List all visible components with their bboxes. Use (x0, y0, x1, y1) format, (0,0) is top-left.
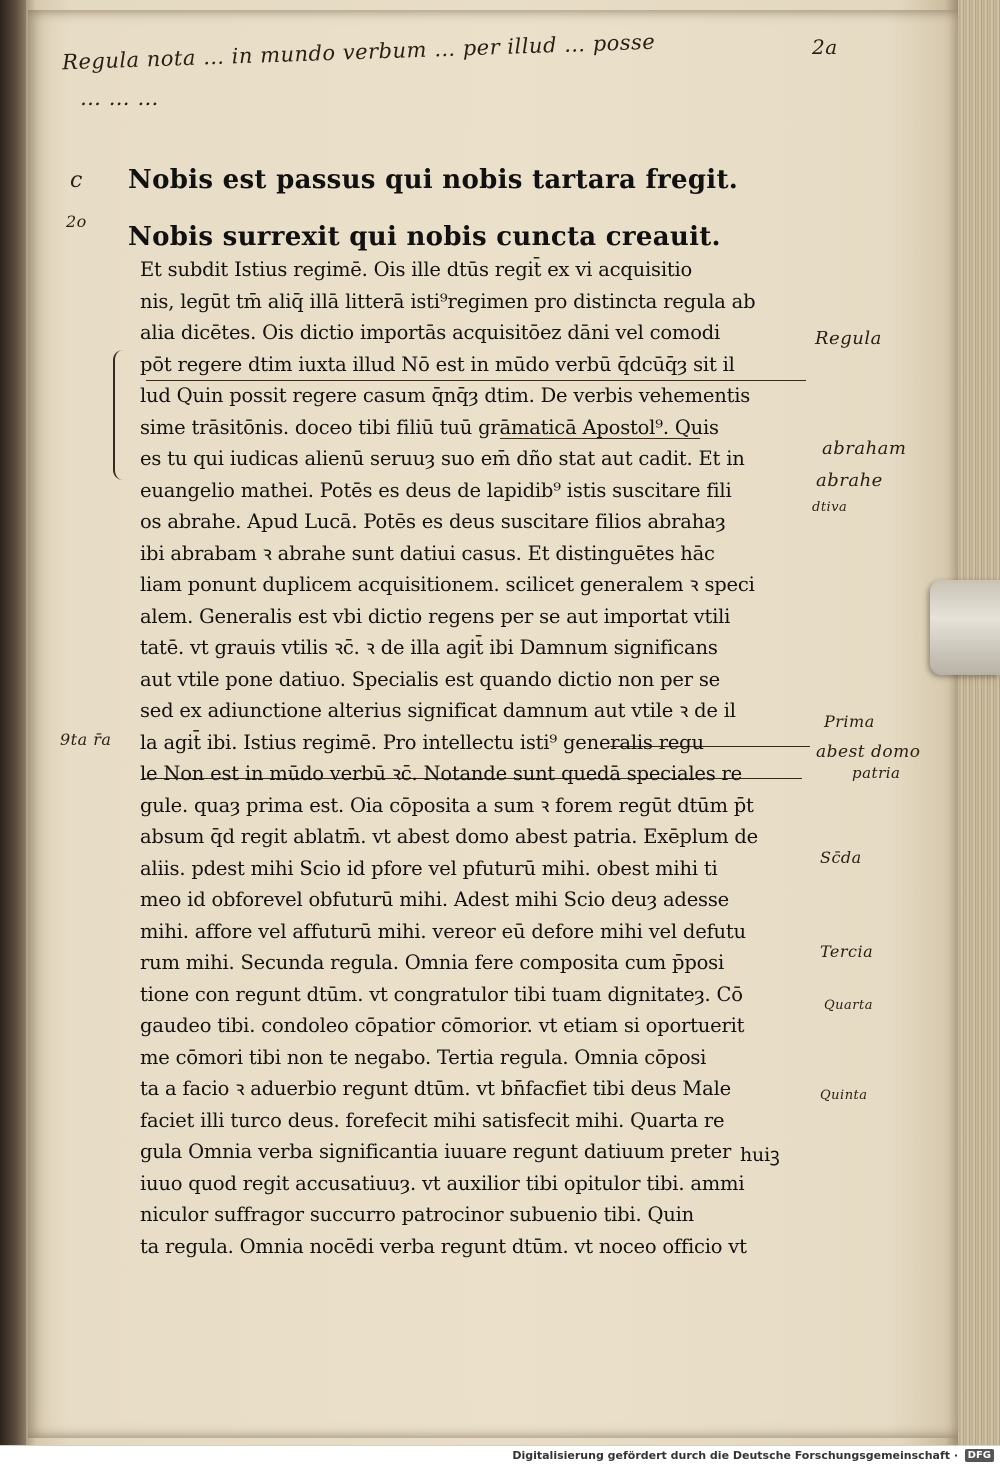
margin-bracket (113, 350, 129, 480)
right-note-tercia: Tercia (820, 942, 874, 961)
text-line: absum q̄d regit ablatm̄. vt abest domo abest patria. Exēplum de (140, 825, 759, 848)
right-note-patria: patria (852, 764, 901, 782)
text-line: gula Omnia verba significantia iuuare regunt datiuum preter (140, 1140, 732, 1163)
text-line: ta regula. Omnia nocēdi verba regunt dtūm. vt noceo officio vt (140, 1234, 747, 1258)
text-line: sime trāsitōnis. doceo tibi filiū tuū grāmaticā Apostol⁹. Quis (140, 415, 719, 439)
top-right-annotation: 2a (812, 35, 838, 59)
text-line: ibi abrabam ꝛ abrahe sunt datiui casus. Et distinguētes hāc (140, 541, 715, 565)
body-text (140, 254, 810, 1262)
right-note-quinta: Quinta (820, 1088, 868, 1103)
text-line: gule. quaȝ prima est. Oia cōposita a sum ꝛ forem regūt dtūm p̄t (140, 793, 754, 817)
right-note-abraham: abraham (822, 438, 907, 459)
page-clip (930, 580, 1000, 675)
dfg-logo: DFG (965, 1449, 994, 1462)
text-line: os abrahe. Apud Lucā. Potēs es deus suscitare filios abrahaȝ (140, 510, 726, 533)
text-line: tione con regunt dtūm. vt congratulor tibi tuam dignitateȝ. Cō (140, 982, 743, 1006)
text-line: Et subdit Istius regimē. Ois ille dtūs regit̄ ex vi acquisitio (140, 258, 693, 281)
text-line: alem. Generalis est vbi dictio regens per se aut importat vtili (140, 604, 731, 628)
right-note-regula: Regula (815, 328, 882, 349)
verse-heading-1: Nobis est passus qui nobis tartara fregit. (128, 165, 739, 195)
left-mark-2: 2o (66, 212, 87, 231)
text-line: iuuo quod regit accusatiuuȝ. vt auxilior tibi opitulor tibi. ammi (140, 1171, 745, 1195)
top-annotation-line-2: … … … (80, 86, 159, 110)
text-line: rum mihi. Secunda regula. Omnia fere composita cum p̄posi (140, 951, 725, 974)
right-note-secunda: Sc̄da (820, 848, 862, 867)
right-note-abrahe: abrahe (816, 470, 883, 491)
text-line: faciet illi turco deus. forefecit mihi satisfecit mihi. Quarta re (140, 1108, 725, 1132)
text-line: lud Quin possit regere casum q̄nq̄ȝ dtim. De verbis vehementis (140, 384, 751, 407)
text-line: ta a facio ꝛ aduerbio regunt dtūm. vt bn̄facfiet tibi deus Male (140, 1077, 731, 1100)
page-stack-edge (958, 0, 1000, 1445)
right-note-prima: Prima (824, 712, 875, 731)
right-note-quarta: Quarta (824, 998, 873, 1013)
footer-credit: Digitalisierung gefördert durch die Deutsche Forschungsgemeinschaft · (512, 1449, 958, 1462)
verse-heading-2: Nobis surrexit qui nobis cuncta creauit. (128, 222, 721, 252)
right-note-abest-domo: abest domo (816, 742, 921, 762)
text-line: niculor suffragor succurro patrocinor subuenio tibi. Quin (140, 1203, 695, 1226)
text-line: me cōmori tibi non te negabo. Tertia regula. Omnia cōposi (140, 1045, 707, 1069)
left-mid-annotation: 9ta r̄a (60, 730, 112, 749)
text-line: sed ex adiunctione alterius significat damnum aut vtile ꝛ de il (140, 699, 736, 722)
catchword: huiꝫ (740, 1144, 780, 1166)
text-line: le Non est in mūdo verbū ꝛc̄. Notande sunt quedā speciales re (140, 762, 743, 785)
text-line: mihi. affore vel affuturū mihi. vereor eū defore mihi vel defutu (140, 919, 746, 943)
left-mark-1: c (70, 168, 83, 193)
text-line: liam ponunt duplicem acquisitionem. scilicet generalem ꝛ speci (140, 573, 755, 596)
previous-page-edge (0, 0, 26, 1445)
text-line: la agit̄ ibi. Istius regimē. Pro intellectu isti⁹ generalis regu (140, 730, 704, 754)
footer-bar (0, 1445, 1000, 1468)
text-line: es tu qui iudicas alienū seruuȝ suo em̄ dño stat aut cadit. Et in (140, 447, 745, 470)
text-line: nis, legūt tm̄ aliq̄ illā litterā isti⁹regimen pro distincta regula ab (140, 289, 756, 313)
text-line: euangelio mathei. Potēs es deus de lapidib⁹ istis suscitare fili (140, 478, 732, 502)
text-line: aliis. pdest mihi Scio id pfore vel pfuturū mihi. obest mihi ti (140, 856, 718, 880)
text-line: tatē. vt grauis vtilis ꝛc̄. ꝛ de illa agit̄ ibi Damnum significans (140, 636, 718, 659)
text-line: aut vtile pone datiuo. Specialis est quando dictio non per se (140, 667, 721, 691)
text-line: gaudeo tibi. condoleo cōpatior cōmorior. vt etiam si oportuerit (140, 1014, 745, 1037)
top-annotation-line-1: Regula nota … in mundo verbum … per illud … posse (61, 29, 656, 75)
text-line: meo id obforevel obfuturū mihi. Adest mihi Scio deuȝ adesse (140, 888, 729, 911)
right-note-dtiva: dtiva (812, 500, 848, 515)
text-line: alia dicētes. Ois dictio importās acquisitōez dāni vel comodi (140, 321, 721, 344)
text-line: pōt regere dtim iuxta illud Nō est in mūdo verbū q̄dcūq̄ȝ sit il (140, 352, 735, 376)
